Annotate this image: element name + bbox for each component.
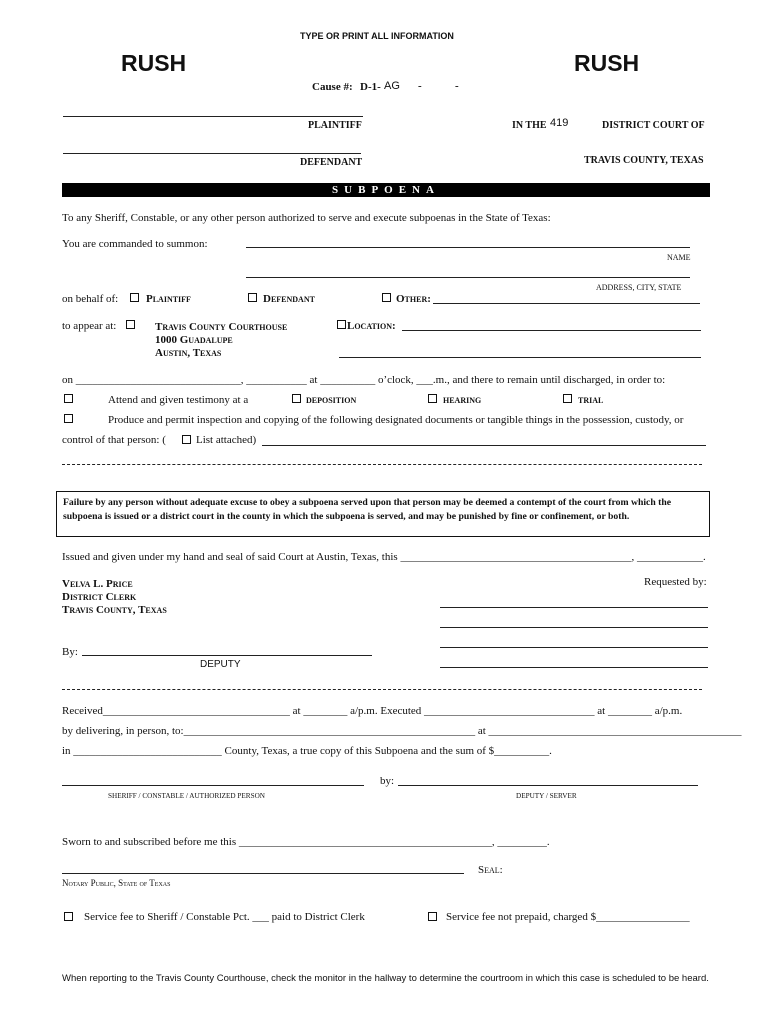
- summon-address-line[interactable]: [246, 277, 690, 278]
- delivering-line[interactable]: by delivering, in person, to:_____________________________________________________ at ______________________________________________: [62, 725, 742, 737]
- seal-label: Seal:: [478, 864, 503, 876]
- defendant-checkbox[interactable]: [248, 293, 257, 302]
- courthouse-checkbox[interactable]: [126, 320, 135, 329]
- county-label: TRAVIS COUNTY, TEXAS: [584, 155, 704, 166]
- commanded-label: You are commanded to summon:: [62, 238, 208, 250]
- rush-label-right: RUSH: [574, 50, 640, 76]
- received-line[interactable]: Received__________________________________ at ________ a/p.m. Executed _______________________________ at ________ a/p.m.: [62, 705, 683, 717]
- other-option-label: Other:: [396, 293, 431, 305]
- location-option-label: Location:: [347, 320, 396, 332]
- produce-checkbox[interactable]: [64, 414, 73, 423]
- hearing-checkbox[interactable]: [428, 394, 437, 403]
- deposition-checkbox[interactable]: [292, 394, 301, 403]
- defendant-option-label: Defendant: [263, 293, 315, 305]
- list-attached-label: List attached): [196, 434, 257, 446]
- location-checkbox[interactable]: [337, 320, 346, 329]
- deputy-signature-line[interactable]: [82, 655, 372, 656]
- trial-label: trial: [578, 394, 604, 406]
- requested-by-line-4[interactable]: [440, 667, 708, 668]
- requested-by-line-2[interactable]: [440, 627, 708, 628]
- defendant-label: DEFENDANT: [300, 157, 363, 168]
- plaintiff-line[interactable]: [63, 116, 363, 117]
- requested-by-label: Requested by:: [644, 576, 707, 588]
- fee-not-prepaid-label: Service fee not prepaid, charged $_________________: [446, 911, 690, 923]
- clerk-name: Velva L. Price: [62, 578, 133, 590]
- clerk-title: District Clerk: [62, 591, 137, 603]
- cause-dash-2: -: [455, 80, 459, 92]
- rush-label-left: RUSH: [121, 50, 187, 76]
- by-label: By:: [62, 646, 78, 658]
- location-line-2[interactable]: [339, 357, 701, 358]
- sheriff-caption: SHERIFF / CONSTABLE / AUTHORIZED PERSON: [108, 792, 265, 800]
- hearing-label: hearing: [443, 394, 482, 406]
- address-caption: ADDRESS, CITY, STATE: [596, 283, 682, 292]
- deposition-label: deposition: [306, 394, 357, 406]
- court-number[interactable]: 419: [550, 117, 569, 129]
- courthouse-line-1: Travis County Courthouse: [155, 321, 288, 333]
- plaintiff-label: PLAINTIFF: [308, 120, 362, 131]
- documents-line-2[interactable]: [62, 464, 702, 465]
- attend-label: Attend and given testimony at a: [108, 394, 249, 406]
- in-the-label: IN THE: [512, 120, 547, 131]
- requested-by-line-3[interactable]: [440, 647, 708, 648]
- section-divider: [62, 689, 702, 690]
- plaintiff-option-label: Plaintiff: [146, 293, 191, 305]
- clerk-county: Travis County, Texas: [62, 604, 167, 616]
- defendant-line[interactable]: [63, 153, 361, 154]
- courthouse-line-3: Austin, Texas: [155, 347, 222, 359]
- appearance-date-line[interactable]: on ______________________________, ___________ at __________ o’clock, ___.m., and there to remain until discharged, in order to:: [62, 374, 666, 386]
- attend-checkbox[interactable]: [64, 394, 73, 403]
- cause-prefix: D-1-: [360, 81, 381, 93]
- district-court-label: DISTRICT COURT OF: [602, 120, 705, 131]
- fee-paid-label: Service fee to Sheriff / Constable Pct. ___ paid to District Clerk: [84, 911, 365, 923]
- subpoena-title-bar: SUBPOENA: [62, 183, 710, 197]
- county-copy-line[interactable]: in ___________________________ County, Texas, a true copy of this Subpoena and the sum of $__________.: [62, 745, 552, 757]
- on-behalf-label: on behalf of:: [62, 293, 119, 305]
- sheriff-signature-line[interactable]: [62, 785, 364, 786]
- issued-line[interactable]: Issued and given under my hand and seal of said Court at Austin, Texas, this __________________________________________, ____________.: [62, 551, 706, 563]
- server-signature-line[interactable]: [398, 785, 698, 786]
- name-caption: NAME: [667, 253, 691, 262]
- deputy-server-caption: DEPUTY / SERVER: [516, 792, 577, 800]
- to-any-sheriff-text: To any Sheriff, Constable, or any other person authorized to serve and execute subpoenas in the State of Texas:: [62, 212, 551, 224]
- footer-courtroom-note: When reporting to the Travis County Courthouse, check the monitor in the hallway to determine the courtroom in which this case is scheduled to be heard.: [62, 973, 709, 984]
- to-appear-label: to appear at:: [62, 320, 117, 332]
- fee-paid-checkbox[interactable]: [64, 912, 73, 921]
- requested-by-line-1[interactable]: [440, 607, 708, 608]
- summon-name-line[interactable]: [246, 247, 690, 248]
- other-checkbox[interactable]: [382, 293, 391, 302]
- cause-label: Cause #:: [312, 81, 353, 93]
- cause-ag[interactable]: AG: [384, 80, 400, 92]
- documents-line-1[interactable]: [262, 445, 706, 446]
- by-server-label: by:: [380, 775, 395, 787]
- fee-not-prepaid-checkbox[interactable]: [428, 912, 437, 921]
- top-instruction: TYPE OR PRINT ALL INFORMATION: [300, 31, 454, 41]
- control-label: control of that person: (: [62, 434, 166, 446]
- trial-checkbox[interactable]: [563, 394, 572, 403]
- cause-dash-1: -: [418, 80, 422, 92]
- contempt-warning-box: Failure by any person without adequate excuse to obey a subpoena served upon that person may be deemed a contempt of the court from which the subpoena is issued or a district court in the county in which the subpoena is served, and may be punished by fine or confinement, or both.: [56, 491, 710, 537]
- sworn-line[interactable]: Sworn to and subscribed before me this ______________________________________________, _________.: [62, 836, 550, 848]
- notary-caption: Notary Public, State of Texas: [62, 878, 171, 888]
- produce-label: Produce and permit inspection and copying of the following designated documents or tangible things in the possession, custody, or: [108, 414, 684, 426]
- list-attached-checkbox[interactable]: [182, 435, 191, 444]
- location-line-1[interactable]: [402, 330, 701, 331]
- notary-signature-line[interactable]: [62, 873, 464, 874]
- plaintiff-checkbox[interactable]: [130, 293, 139, 302]
- deputy-caption: DEPUTY: [200, 659, 241, 670]
- other-line[interactable]: [433, 303, 700, 304]
- courthouse-line-2: 1000 Guadalupe: [155, 334, 233, 346]
